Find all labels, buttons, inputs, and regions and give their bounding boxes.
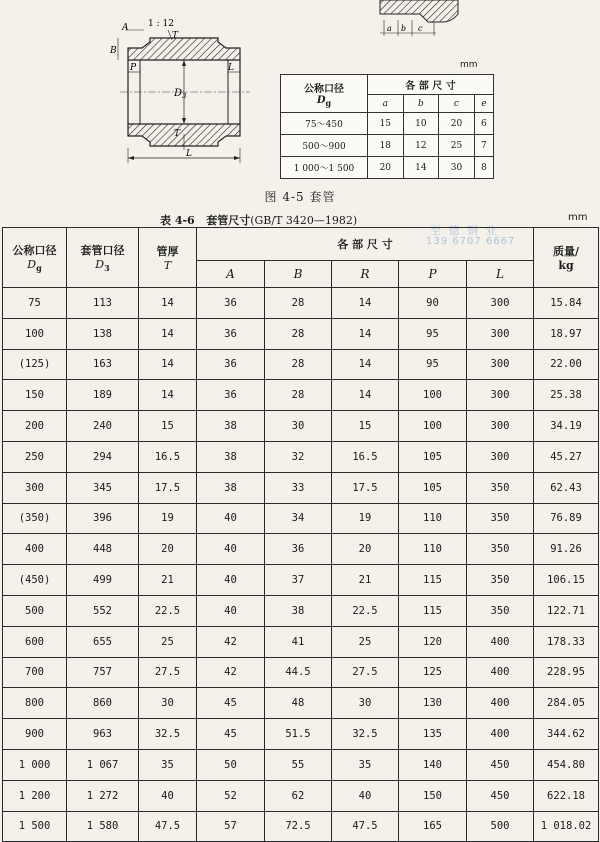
table-cell: 105 xyxy=(399,472,467,503)
table-cell: 350 xyxy=(467,472,534,503)
table-cell: 900 xyxy=(3,719,67,750)
table-cell: 19 xyxy=(332,503,399,534)
table-row xyxy=(3,626,599,657)
table-cell: 240 xyxy=(67,411,139,442)
table-row xyxy=(3,288,599,319)
table-cell: 40 xyxy=(197,534,265,565)
label-P: P xyxy=(130,63,137,73)
table-cell: 41 xyxy=(265,626,332,657)
table-cell: 72.5 xyxy=(265,811,332,842)
table-cell: 400 xyxy=(3,534,67,565)
table-cell: 14 xyxy=(332,380,399,411)
table-cell: 48 xyxy=(265,688,332,719)
table-cell: 860 xyxy=(67,688,139,719)
table-cell: 28 xyxy=(265,288,332,319)
table-cell: 110 xyxy=(399,503,467,534)
table-caption xyxy=(160,212,357,228)
table-cell: (450) xyxy=(3,565,67,596)
table-cell: 600 xyxy=(3,626,67,657)
small-dims-table xyxy=(280,74,494,179)
table-cell: 76.89 xyxy=(534,503,599,534)
table-cell: 655 xyxy=(67,626,139,657)
header-col-B: B xyxy=(265,261,332,288)
table-cell: 45 xyxy=(197,719,265,750)
label-taper: 1 : 12 xyxy=(148,19,174,29)
table-cell: 105 xyxy=(399,441,467,472)
table-cell: 15.84 xyxy=(534,288,599,319)
label-B: B xyxy=(110,46,117,56)
header-col-P: P xyxy=(399,261,467,288)
table-cell: 40 xyxy=(139,780,197,811)
table-cell: 700 xyxy=(3,657,67,688)
table-cell: (125) xyxy=(3,349,67,380)
table-cell: 200 xyxy=(3,411,67,442)
label-T-top: T xyxy=(172,31,179,41)
table-cell: 62.43 xyxy=(534,472,599,503)
table-cell: 33 xyxy=(265,472,332,503)
table-cell: 40 xyxy=(332,780,399,811)
table-cell: 138 xyxy=(67,318,139,349)
table-cell: 22.00 xyxy=(534,349,599,380)
header-mass: 质量/ kg xyxy=(534,228,599,288)
table-cell: 25.38 xyxy=(534,380,599,411)
table-cell: 300 xyxy=(467,318,534,349)
table-cell: 30 xyxy=(332,688,399,719)
table-cell: 350 xyxy=(467,595,534,626)
table-cell: 800 xyxy=(3,688,67,719)
table-cell: 115 xyxy=(399,595,467,626)
table-cell: 22.5 xyxy=(332,595,399,626)
table-cell: 32 xyxy=(265,441,332,472)
table-cell: 14 xyxy=(332,349,399,380)
small-col-header: b xyxy=(403,95,439,113)
table-cell: 135 xyxy=(399,719,467,750)
table-cell: 284.05 xyxy=(534,688,599,719)
table-cell: 100 xyxy=(399,380,467,411)
table-cell: 14 xyxy=(139,288,197,319)
table-cell: 34 xyxy=(265,503,332,534)
table-cell: 300 xyxy=(3,472,67,503)
main-table-unit: mm xyxy=(568,212,588,223)
table-cell: 120 xyxy=(399,626,467,657)
table-cell: 14 xyxy=(332,318,399,349)
table-cell: 344.62 xyxy=(534,719,599,750)
table-row xyxy=(3,595,599,626)
table-cell: 28 xyxy=(265,318,332,349)
table-cell: 38 xyxy=(197,411,265,442)
table-cell: 50 xyxy=(197,749,265,780)
table-cell: 150 xyxy=(399,780,467,811)
table-cell: 350 xyxy=(467,565,534,596)
header-dims: 各 部 尺 寸 xyxy=(197,228,534,261)
table-cell: 14 xyxy=(139,318,197,349)
table-row xyxy=(3,441,599,472)
table-cell: 90 xyxy=(399,288,467,319)
small-table-row: 75～450 15 10 20 6 xyxy=(281,113,494,135)
table-cell: 20 xyxy=(139,534,197,565)
table-cell: 36 xyxy=(197,349,265,380)
table-cell: 450 xyxy=(467,780,534,811)
table-cell: 47.5 xyxy=(332,811,399,842)
table-row xyxy=(3,380,599,411)
table-cell: 140 xyxy=(399,749,467,780)
table-cell: 15 xyxy=(332,411,399,442)
table-cell: 450 xyxy=(467,749,534,780)
label-T-bottom: T xyxy=(174,129,181,139)
table-cell: 345 xyxy=(67,472,139,503)
table-cell: 22.5 xyxy=(139,595,197,626)
table-cell: 165 xyxy=(399,811,467,842)
table-cell: 963 xyxy=(67,719,139,750)
table-cell: 178.33 xyxy=(534,626,599,657)
table-cell: 1 067 xyxy=(67,749,139,780)
small-header-dn: 公称口径 $D_g$ xyxy=(281,75,368,113)
table-body xyxy=(3,288,599,842)
table-cell: 125 xyxy=(399,657,467,688)
label-a: a xyxy=(387,24,392,33)
table-cell: 294 xyxy=(67,441,139,472)
table-cell: 27.5 xyxy=(139,657,197,688)
table-cell: 122.71 xyxy=(534,595,599,626)
table-cell: 1 580 xyxy=(67,811,139,842)
table-cell: 28 xyxy=(265,349,332,380)
table-cell: 14 xyxy=(139,380,197,411)
table-cell: 57 xyxy=(197,811,265,842)
table-cell: 30 xyxy=(139,688,197,719)
table-cell: 15 xyxy=(139,411,197,442)
table-cell: 36 xyxy=(265,534,332,565)
label-c: c xyxy=(418,24,423,33)
table-cell: 250 xyxy=(3,441,67,472)
table-cell: 106.15 xyxy=(534,565,599,596)
table-cell: 454.80 xyxy=(534,749,599,780)
table-cell: 16.5 xyxy=(139,441,197,472)
watermark-company: 至 德 钢 业 xyxy=(430,224,499,237)
header-d3: 套管口径 $D_3$ xyxy=(67,228,139,288)
table-caption-std: (GB/T 3420—1982) xyxy=(250,214,358,227)
table-cell: 91.26 xyxy=(534,534,599,565)
table-cell: 228.95 xyxy=(534,657,599,688)
table-cell: 28 xyxy=(265,380,332,411)
table-cell: 27.5 xyxy=(332,657,399,688)
table-cell: 51.5 xyxy=(265,719,332,750)
table-cell: 38 xyxy=(197,441,265,472)
table-cell: 622.18 xyxy=(534,780,599,811)
table-cell: 42 xyxy=(197,657,265,688)
table-cell: 350 xyxy=(467,534,534,565)
table-cell: 40 xyxy=(197,503,265,534)
sleeve-drawing xyxy=(100,8,270,178)
header-col-R: R xyxy=(332,261,399,288)
table-cell: 35 xyxy=(332,749,399,780)
table-cell: 30 xyxy=(265,411,332,442)
table-cell: 19 xyxy=(139,503,197,534)
small-col-header: a xyxy=(368,95,404,113)
table-cell: 35 xyxy=(139,749,197,780)
table-cell: 150 xyxy=(3,380,67,411)
table-cell: 45.27 xyxy=(534,441,599,472)
table-cell: 25 xyxy=(139,626,197,657)
table-cell: 1 200 xyxy=(3,780,67,811)
table-cell: 16.5 xyxy=(332,441,399,472)
table-row xyxy=(3,472,599,503)
table-row xyxy=(3,565,599,596)
table-cell: 300 xyxy=(467,441,534,472)
label-b: b xyxy=(401,24,407,33)
table-cell: 300 xyxy=(467,380,534,411)
small-col-header: c xyxy=(439,95,475,113)
table-cell: 62 xyxy=(265,780,332,811)
label-L-bottom: L xyxy=(186,149,192,159)
table-cell: 25 xyxy=(332,626,399,657)
table-cell: 300 xyxy=(467,288,534,319)
table-cell: 300 xyxy=(467,349,534,380)
table-row xyxy=(3,811,599,842)
table-caption-label: 表 4-6 xyxy=(160,214,195,227)
table-cell: 110 xyxy=(399,534,467,565)
table-cell: 1 272 xyxy=(67,780,139,811)
table-cell: 757 xyxy=(67,657,139,688)
small-table-row: 500～900 18 12 25 7 xyxy=(281,135,494,157)
table-cell: 14 xyxy=(332,288,399,319)
header-col-L: L xyxy=(467,261,534,288)
table-cell: 300 xyxy=(467,411,534,442)
table-cell: 32.5 xyxy=(139,719,197,750)
table-row xyxy=(3,534,599,565)
label-L-right: L xyxy=(228,63,234,73)
table-cell: 95 xyxy=(399,349,467,380)
table-cell: 350 xyxy=(467,503,534,534)
table-row xyxy=(3,657,599,688)
table-cell: 100 xyxy=(3,318,67,349)
table-cell: 20 xyxy=(332,534,399,565)
table-cell: (350) xyxy=(3,503,67,534)
table-row xyxy=(3,318,599,349)
table-cell: 36 xyxy=(197,380,265,411)
table-cell: 38 xyxy=(265,595,332,626)
table-row xyxy=(3,349,599,380)
table-cell: 21 xyxy=(332,565,399,596)
header-thickness: 管厚 T xyxy=(139,228,197,288)
table-cell: 400 xyxy=(467,626,534,657)
table-cell: 18.97 xyxy=(534,318,599,349)
table-row xyxy=(3,780,599,811)
table-cell: 1 000 xyxy=(3,749,67,780)
table-cell: 40 xyxy=(197,565,265,596)
table-cell: 44.5 xyxy=(265,657,332,688)
table-cell: 500 xyxy=(3,595,67,626)
table-cell: 448 xyxy=(67,534,139,565)
table-cell: 17.5 xyxy=(139,472,197,503)
table-cell: 400 xyxy=(467,688,534,719)
small-col-header: e xyxy=(474,95,493,113)
header-dn: 公称口径 $D_g$ xyxy=(3,228,67,288)
table-cell: 552 xyxy=(67,595,139,626)
table-cell: 38 xyxy=(197,472,265,503)
table-cell: 75 xyxy=(3,288,67,319)
figure-caption: 图 4-5 套管 xyxy=(264,190,336,204)
table-cell: 14 xyxy=(139,349,197,380)
table-cell: 45 xyxy=(197,688,265,719)
table-cell: 100 xyxy=(399,411,467,442)
table-cell: 21 xyxy=(139,565,197,596)
table-cell: 37 xyxy=(265,565,332,596)
table-cell: 52 xyxy=(197,780,265,811)
table-cell: 47.5 xyxy=(139,811,197,842)
table-row xyxy=(3,749,599,780)
table-cell: 32.5 xyxy=(332,719,399,750)
table-cell: 95 xyxy=(399,318,467,349)
table-cell: 40 xyxy=(197,595,265,626)
table-cell: 36 xyxy=(197,288,265,319)
header-col-A: A xyxy=(197,261,265,288)
watermark-phone: 139 6707 6667 xyxy=(426,236,516,247)
table-row xyxy=(3,688,599,719)
table-caption-title: 套管尺寸 xyxy=(206,214,251,227)
sleeve-dimensions-table xyxy=(2,227,599,842)
small-header-dims: 各 部 尺 寸 xyxy=(368,75,494,95)
small-table-row: 1 000～1 500 20 14 30 8 xyxy=(281,157,494,179)
table-cell: 36 xyxy=(197,318,265,349)
table-cell: 34.19 xyxy=(534,411,599,442)
table-cell: 113 xyxy=(67,288,139,319)
joint-detail-drawing xyxy=(376,0,462,40)
table-cell: 1 018.02 xyxy=(534,811,599,842)
table-cell: 163 xyxy=(67,349,139,380)
table-cell: 42 xyxy=(197,626,265,657)
sleeve-top-wall xyxy=(128,38,240,60)
table-cell: 115 xyxy=(399,565,467,596)
label-D3: $D_3$ xyxy=(174,88,187,100)
table-cell: 396 xyxy=(67,503,139,534)
table-row xyxy=(3,503,599,534)
table-cell: 1 500 xyxy=(3,811,67,842)
table-cell: 499 xyxy=(67,565,139,596)
table-cell: 400 xyxy=(467,719,534,750)
table-cell: 400 xyxy=(467,657,534,688)
table-cell: 130 xyxy=(399,688,467,719)
table-row xyxy=(3,411,599,442)
table-cell: 189 xyxy=(67,380,139,411)
table-cell: 55 xyxy=(265,749,332,780)
table-cell: 17.5 xyxy=(332,472,399,503)
table-row xyxy=(3,719,599,750)
table-cell: 500 xyxy=(467,811,534,842)
label-A: A xyxy=(122,23,129,33)
small-table-unit: mm xyxy=(460,60,478,70)
